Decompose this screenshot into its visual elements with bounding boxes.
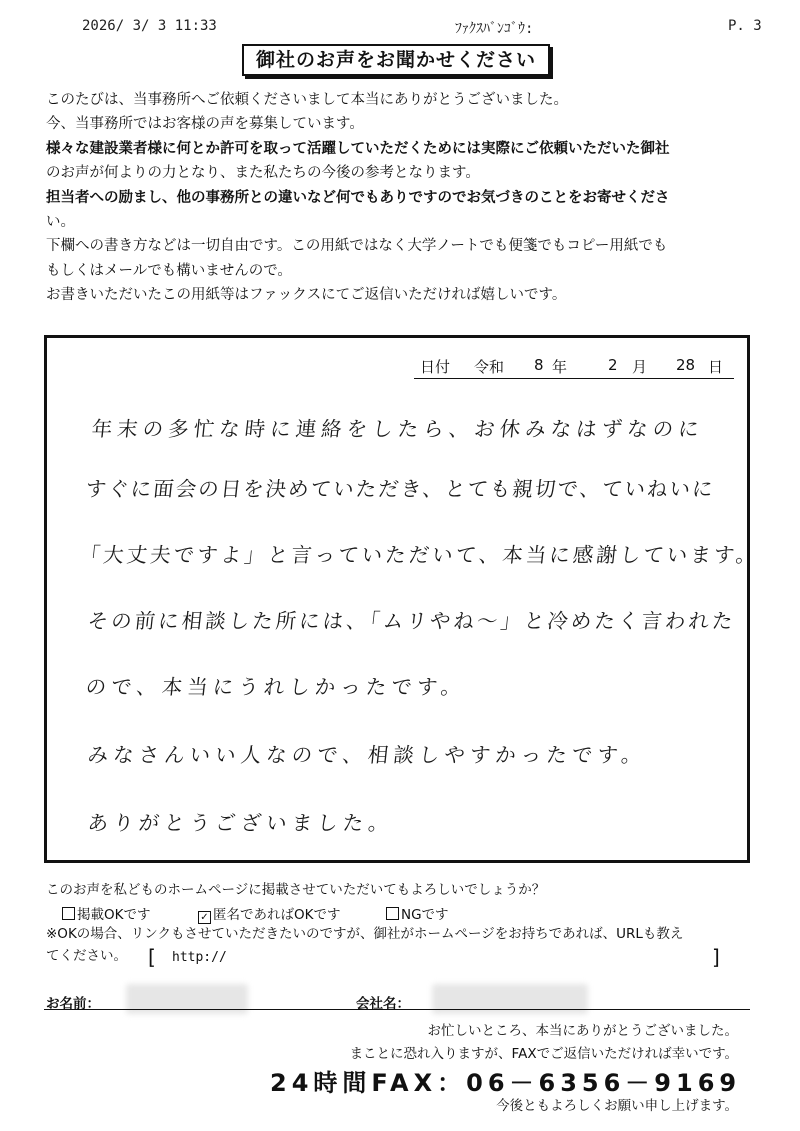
- consent-question: このお声を私どものホームページに掲載させていただいてもよろしいでしょうか？: [46, 882, 546, 898]
- closing-regards: 今後ともよろしくお願い申し上げます。: [496, 1098, 738, 1114]
- date-month-unit: 月: [632, 358, 648, 376]
- date-year: 8: [534, 356, 544, 374]
- intro-line: このたびは、当事務所へご依頼くださいまして本当にありがとうございました。: [46, 92, 568, 108]
- intro-line: 担当者への励まし、他の事務所との違いなど何でもありですのでお気づきのことをお寄せくださ: [46, 189, 670, 206]
- check-mark-icon: ✓: [200, 912, 209, 923]
- handwritten-line: その前に相談した所には、「ムリやね〜」と冷めたく言われた: [86, 609, 737, 633]
- fax-number: 24時間FAX：06－6356－9169: [270, 1069, 742, 1097]
- fax-sender: ﾌｧｸｽﾊﾞﾝｺﾞｳ:: [455, 21, 534, 37]
- intro-line: 様々な建設業者様に何とか許可を取って活躍していただくためには実際にご依頼いただいた御社: [46, 140, 670, 157]
- closing-request: まことに恐れ入りますが、FAXでご返信いただければ幸いです。: [349, 1046, 738, 1062]
- date-field: [414, 356, 734, 379]
- company-label: 会社名：: [356, 996, 410, 1012]
- date-day: 28: [676, 356, 696, 374]
- intro-line: のお声が何よりの力となり、また私たちの今後の参考となります。: [46, 165, 480, 182]
- checkbox-ng[interactable]: [386, 907, 399, 920]
- intro-line: 下欄への書き方などは一切自由です。この用紙ではなく大学ノートでも便箋でもコピー用紙でも: [46, 238, 668, 255]
- intro-text: [46, 88, 766, 308]
- url-bracket-right: ]: [712, 945, 720, 969]
- option-anonymous-ok[interactable]: [198, 903, 340, 924]
- name-underline: [44, 1009, 750, 1010]
- option-ng[interactable]: [386, 903, 449, 923]
- handwritten-line: ありがとうございました。: [86, 811, 396, 835]
- option-publish-ok[interactable]: [62, 903, 150, 923]
- intro-line: お書きいただいたこの用紙等はファックスにてご返信いただければ嬉しいです。: [46, 287, 567, 304]
- intro-line: もしくはメールでも構いませんので。: [46, 262, 292, 279]
- date-month: 2: [608, 356, 618, 374]
- handwritten-line: ので、本当にうれしかったです。: [84, 675, 468, 699]
- name-label: お名前：: [46, 996, 100, 1012]
- handwritten-line: 「大丈夫ですよ」と言っていただいて、本当に感謝しています。: [78, 543, 761, 567]
- date-day-unit: 日: [708, 358, 724, 376]
- checkbox-publish-ok[interactable]: [62, 907, 75, 920]
- date-label: 日付: [420, 358, 451, 376]
- page-title: 御社のお声をお聞かせください: [242, 44, 550, 76]
- link-note-line: ※OKの場合、リンクもさせていただきたいのですが、御社がホームページをお持ちであれば、URLも教え: [46, 926, 684, 942]
- link-note-line: てください。: [46, 948, 127, 964]
- url-bracket-left: [: [148, 945, 156, 969]
- date-era: 令和: [474, 358, 505, 376]
- url-field[interactable]: http://: [172, 950, 227, 965]
- option-label: 掲載OKです: [77, 907, 151, 923]
- option-label: NGです: [401, 907, 449, 923]
- fax-timestamp: 2026/ 3/ 3 11:33: [82, 18, 217, 34]
- closing-thanks: お忙しいところ、本当にありがとうございました。: [427, 1023, 738, 1039]
- consent-options: [62, 903, 662, 923]
- fax-page-number: P. 3: [728, 18, 762, 34]
- handwritten-line: すぐに面会の日を決めていただき、とても親切で、ていねいに: [84, 477, 716, 501]
- fax-header: [0, 18, 800, 38]
- handwritten-line: みなさんいい人なので、相談しやすかったです。: [86, 743, 649, 767]
- date-year-unit: 年: [552, 358, 568, 376]
- intro-line: い。: [46, 214, 75, 231]
- intro-line: 今、当事務所ではお客様の声を募集しています。: [46, 116, 364, 133]
- handwritten-line: 年末の多忙な時に連絡をしたら、お休みなはずなのに: [90, 417, 706, 441]
- option-label: 匿名であればOKです: [213, 907, 341, 923]
